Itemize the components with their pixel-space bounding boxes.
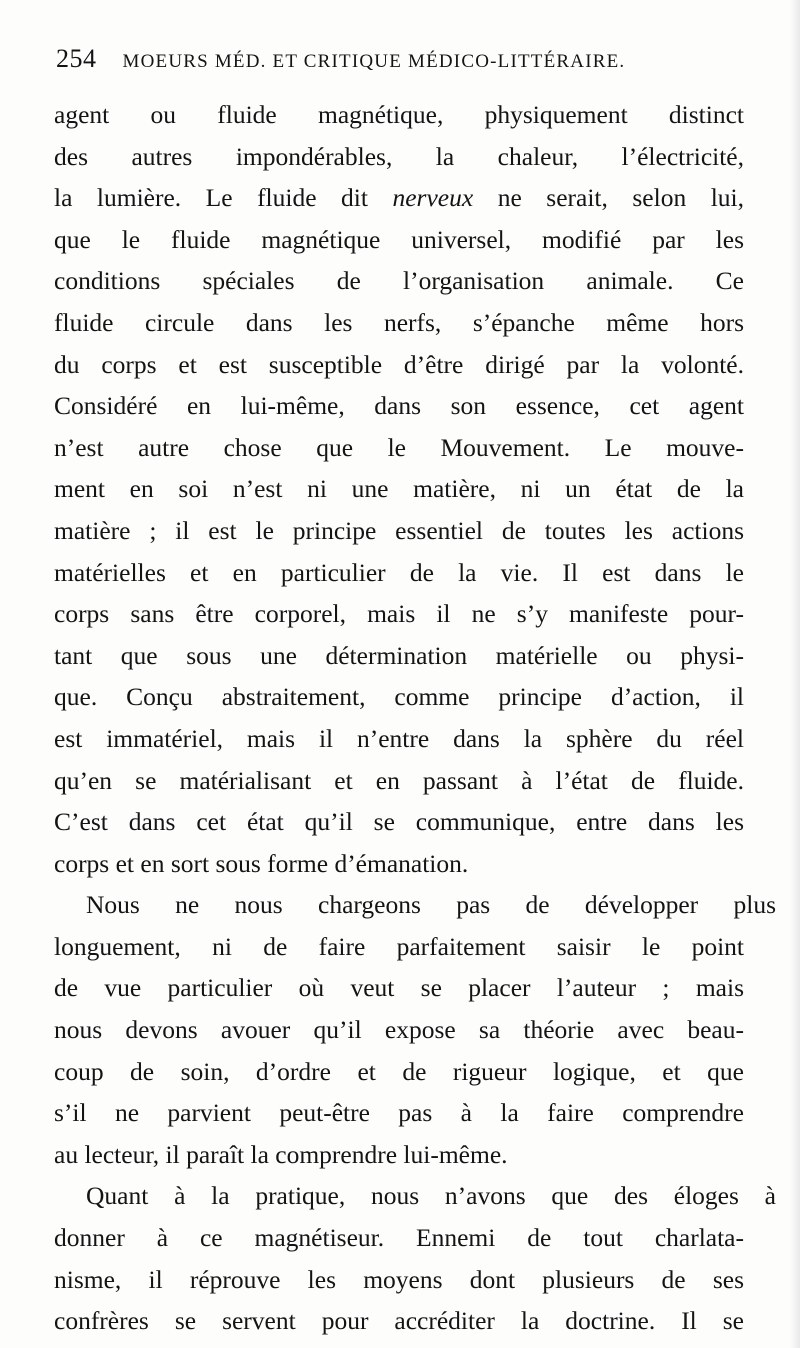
text-line: ment en soi n’est ni une matière, ni un état de la — [54, 474, 744, 504]
text-line: de vue particulier où veut se placer l’auteur ; mais — [54, 973, 744, 1003]
text-line: tant que sous une détermination matérielle ou physi- — [54, 640, 744, 670]
text-line: s’il ne parvient peut-être pas à la faire comprendre — [54, 1098, 744, 1128]
page-number: 254 — [56, 44, 97, 73]
text-line: que le fluide magnétique universel, modifié par les — [54, 224, 744, 254]
body-text — [54, 94, 776, 1342]
text-line: coup de soin, d’ordre et de rigueur logique, et que — [54, 1056, 744, 1086]
running-header — [56, 44, 746, 76]
text-line: conditions spéciales de l’organisation animale. Ce — [54, 266, 744, 296]
text-line: Considéré en lui-même, dans son essence, cet agent — [54, 391, 744, 421]
text-line: qu’en se matérialisant et en passant à l’état de fluide. — [54, 765, 744, 795]
italic-term: nerveux — [392, 183, 474, 213]
text-line: matérielles et en particulier de la vie. Il est dans le — [54, 557, 744, 587]
text-line: nous devons avouer qu’il expose sa théorie avec beau- — [54, 1015, 744, 1045]
text-line: agent ou fluide magnétique, physiquement distinct — [54, 100, 744, 129]
page-edge-shadow — [790, 0, 800, 1348]
text-line: matière ; il est le principe essentiel de toutes les actions — [54, 515, 744, 545]
text-line: donner à ce magnétiseur. Ennemi de tout charlata- — [54, 1223, 744, 1253]
text-line: corps et en sort sous forme d’émanation. — [54, 848, 469, 878]
text-line: fluide circule dans les nerfs, s’épanche même hors — [54, 307, 744, 337]
text-line: que. Conçu abstraitement, comme principe d’action, il — [54, 682, 744, 712]
running-title: MOEURS MÉD. ET CRITIQUE MÉDICO-LITTÉRAIRE. — [122, 51, 626, 72]
text-line: confrères se servent pour accréditer la doctrine. Il se — [54, 1306, 744, 1336]
text-line: n’est autre chose que le Mouvement. Le mouve- — [54, 432, 744, 462]
text-line: Quant à la pratique, nous n’avons que des éloges à — [86, 1181, 776, 1211]
text-line: au lecteur, il paraît la comprendre lui-même. — [54, 1139, 508, 1169]
text-line: est immatériel, mais il n’entre dans la sphère du réel — [54, 723, 744, 753]
text-line: des autres impondérables, la chaleur, l’électricité, — [54, 141, 744, 171]
text-line: longuement, ni de faire parfaitement saisir le point — [54, 931, 744, 961]
text-segment: ne serait, selon lui, — [473, 183, 744, 213]
text-line: du corps et est susceptible d’être dirigé par la volonté. — [54, 349, 744, 379]
text-line — [54, 177, 744, 219]
text-line: C’est dans cet état qu’il se communique, entre dans les — [54, 807, 744, 837]
text-segment: la lumière. Le fluide dit — [54, 183, 393, 213]
text-line: Nous ne nous chargeons pas de développer plus — [86, 890, 776, 920]
text-line: nisme, il réprouve les moyens dont plusieurs de ses — [54, 1264, 744, 1294]
text-line: corps sans être corporel, mais il ne s’y manifeste pour- — [54, 599, 744, 629]
